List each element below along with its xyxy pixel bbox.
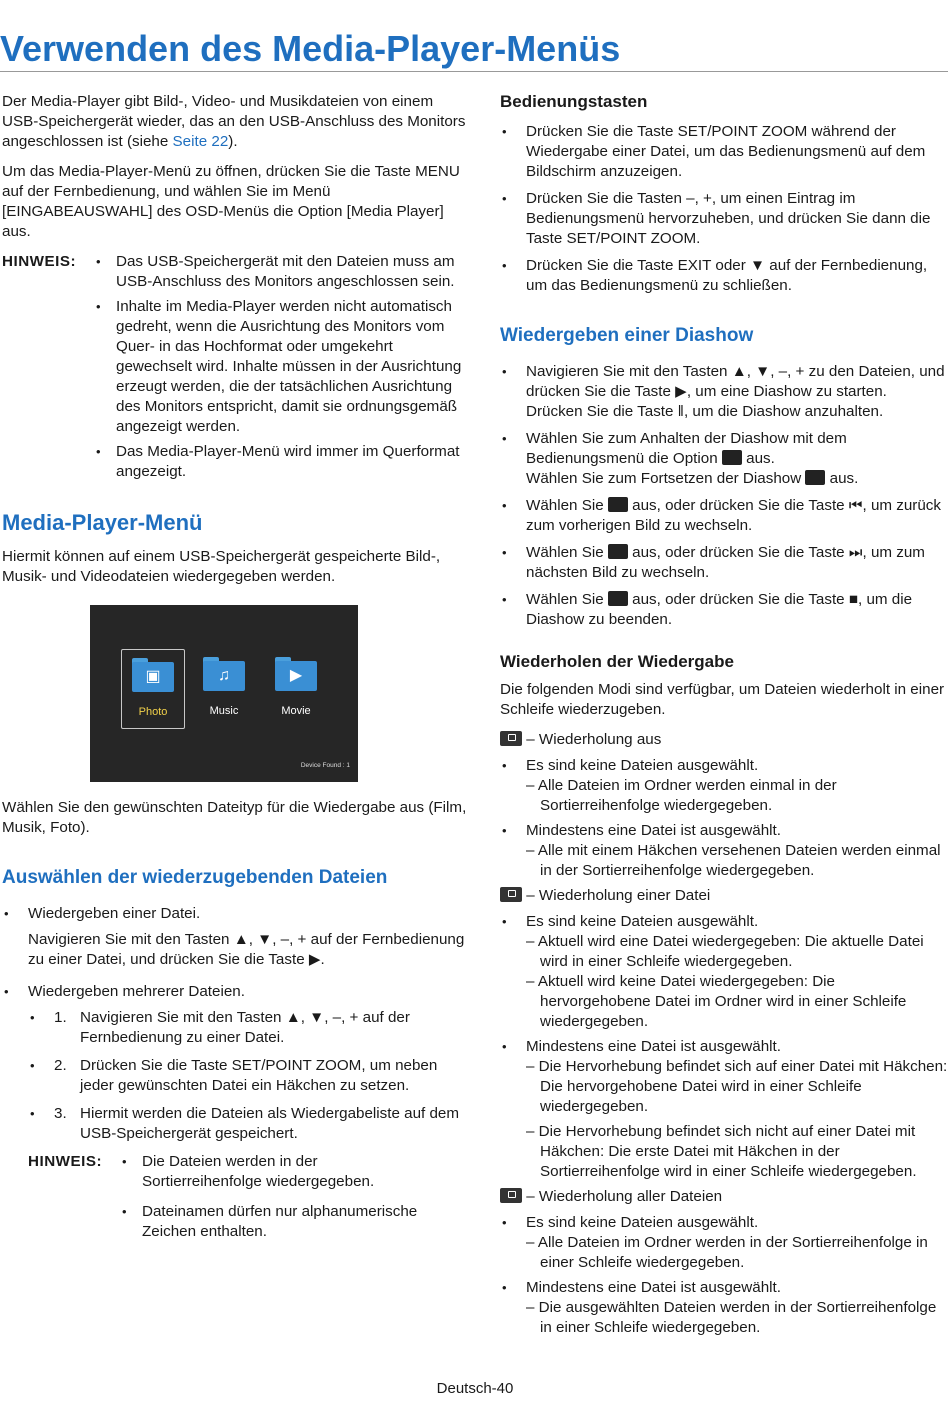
steps-list bbox=[28, 1008, 472, 1144]
note-list bbox=[120, 1152, 440, 1247]
note-block-2 bbox=[2, 1152, 472, 1247]
list-item: • Es sind keine Dateien ausgewählt. – Alle Dateien im Ordner werden in der Sortierreihenfolge in einer Schleife wiedergegeben. bbox=[500, 1213, 948, 1273]
repeat-off-mode: – Wiederholung aus bbox=[500, 730, 948, 750]
music-icon: ♫ bbox=[218, 667, 230, 684]
list-item: • Es sind keine Dateien ausgewählt. – Alle Dateien im Ordner werden einmal in der Sortierreihenfolge wiedergegeben. bbox=[500, 756, 948, 816]
list-item: • Mindestens eine Datei ist ausgewählt. – Die Hervorhebung befindet sich auf einer Datei mit Häkchen: Die hervorgehobene Datei wird in einer Schleife wiedergegeben. – Die Hervorhebung befindet sich nicht auf einer Datei mit Häkchen: Die erste Datei mit Häkchen in der Sortierreihenfolge wird in einer Schleife wiedergegeben. bbox=[500, 1037, 948, 1182]
list-item: • Drücken Sie die Taste SET/POINT ZOOM während der Wiedergabe einer Datei, um das Bedienungsmenü auf dem Bildschirm anzuzeigen. bbox=[500, 122, 948, 182]
play-icon bbox=[805, 470, 825, 485]
left-column bbox=[2, 92, 472, 1247]
list-item: • Es sind keine Dateien ausgewählt. – Aktuell wird eine Datei wiedergegeben: Die aktuelle Datei wird in einer Schleife wiedergegeben. – Aktuell wird keine Datei wiedergegeben: Die hervorgehobene Datei im Ordner wird in einer Schleife wiedergegeben. bbox=[500, 912, 948, 1032]
list-item: • Wählen Sie zum Anhalten der Diashow mit dem Bedienungsmenü die Option aus. Wählen Sie zum Fortsetzen der Diashow aus. bbox=[500, 429, 948, 489]
files-list bbox=[2, 904, 472, 1144]
select-files-heading: Auswählen der wiederzugebenden Dateien bbox=[2, 867, 388, 888]
list-item: • Mindestens eine Datei ist ausgewählt. – Die ausgewählten Dateien werden in der Sortierreihenfolge in einer Schleife wiedergegeben. bbox=[500, 1278, 948, 1338]
movie-folder[interactable]: ▶ Movie bbox=[265, 649, 327, 721]
list-item: • Wiedergeben einer Datei. Navigieren Sie mit den Tasten ▲, ▼, –, + auf der Fernbedienung zu einer Datei, und drücken Sie die Taste ▶. bbox=[2, 904, 472, 970]
note-label: HINWEIS: bbox=[2, 253, 77, 270]
note-item: • Das USB-Speichergerät mit den Dateien muss am USB-Anschluss des Monitors angeschlossen sein. bbox=[94, 252, 472, 292]
list-item: • Wählen Sie aus, oder drücken Sie die Taste ⏮, um zurück zum vorherigen Bild zu wechseln. bbox=[500, 496, 948, 536]
select-type-text: Wählen Sie den gewünschten Dateityp für die Wiedergabe aus (Film, Musik, Foto). bbox=[2, 799, 467, 836]
repeat-off-list bbox=[500, 756, 948, 881]
menu-description: Hiermit können auf einem USB-Speichergerät gespeicherte Bild-, Musik- und Videodateien wiedergegeben werden. bbox=[2, 548, 441, 585]
note-item: • Inhalte im Media-Player werden nicht automatisch gedreht, wenn die Ausrichtung des Monitors vom Quer- in das Hochformat oder umgekehrt gewechselt wird. Inhalte müssen in der Ausrichtung erzeugt werden, die der tatsächlichen Ausrichtung des Monitors entspricht, damit sie ordnungsgemäß angezeigt werden. bbox=[94, 297, 472, 437]
note-list bbox=[94, 252, 472, 487]
note-block bbox=[2, 252, 472, 487]
photo-folder[interactable]: ▣ Photo bbox=[121, 649, 185, 729]
intro-paragraph-2: Um das Media-Player-Menü zu öffnen, drücken Sie die Taste MENU auf der Fernbedienung, und wählen Sie im Menü [EINGABEAUSWAHL] des OSD-Menüs die Option [Media Player] aus. bbox=[2, 163, 460, 240]
title-rule bbox=[0, 71, 948, 72]
step-item: • 2. Drücken Sie die Taste SET/POINT ZOOM, um neben jeder gewünschten Datei ein Häkchen zu setzen. bbox=[28, 1056, 472, 1096]
repeat-one-mode: – Wiederholung einer Datei bbox=[500, 886, 948, 906]
page-link[interactable]: Seite 22 bbox=[172, 133, 229, 150]
list-item: • Drücken Sie die Tasten –, +, um einen Eintrag im Bedienungsmenü hervorzuheben, und drücken Sie dann die Taste SET/POINT ZOOM. bbox=[500, 189, 948, 249]
list-item: • Drücken Sie die Taste EXIT oder ▼ auf der Fernbedienung, um das Bedienungsmenü zu schließen. bbox=[500, 256, 948, 296]
next-icon bbox=[608, 544, 628, 559]
page-footer: Deutsch-40 bbox=[436, 1380, 514, 1397]
list-item: • Wählen Sie aus, oder drücken Sie die Taste ⏭, um zum nächsten Bild zu wechseln. bbox=[500, 543, 948, 583]
step-item: • 1. Navigieren Sie mit den Tasten ▲, ▼, –, + auf der Fernbedienung zu einer Datei. bbox=[28, 1008, 472, 1048]
list-item: • Navigieren Sie mit den Tasten ▲, ▼, –, + zu den Dateien, und drücken Sie die Taste ▶, um eine Diashow zu starten. Drücken Sie die Taste ‖, um die Diashow anzuhalten. bbox=[500, 362, 948, 422]
slideshow-list bbox=[500, 362, 948, 630]
repeat-off-icon bbox=[500, 731, 522, 746]
media-player-screenshot bbox=[90, 605, 358, 782]
pause-icon bbox=[722, 450, 742, 465]
page-title: Verwenden des Media-Player-Menüs bbox=[0, 28, 621, 69]
repeat-all-mode: – Wiederholung aller Dateien bbox=[500, 1187, 948, 1207]
controls-heading: Bedienungstasten bbox=[500, 92, 648, 111]
step-item: • 3. Hiermit werden die Dateien als Wiedergabeliste auf dem USB-Speichergerät gespeichert. bbox=[28, 1104, 472, 1144]
slideshow-heading: Wiedergeben einer Diashow bbox=[500, 325, 754, 346]
controls-list bbox=[500, 122, 948, 296]
note-item: • Das Media-Player-Menü wird immer im Querformat angezeigt. bbox=[94, 442, 472, 482]
repeat-description: Die folgenden Modi sind verfügbar, um Dateien wiederholt in einer Schleife wiederzugeben. bbox=[500, 681, 945, 718]
list-item: • Mindestens eine Datei ist ausgewählt. – Alle mit einem Häkchen versehenen Dateien werden einmal in der Sortierreihenfolge wiedergegeben. bbox=[500, 821, 948, 881]
repeat-heading: Wiederholen der Wiedergabe bbox=[500, 652, 734, 671]
movie-icon: ▶ bbox=[289, 667, 303, 684]
note-item: • Dateinamen dürfen nur alphanumerische Zeichen enthalten. bbox=[120, 1202, 440, 1242]
note-label: HINWEIS: bbox=[28, 1153, 103, 1170]
music-folder[interactable]: ♫ Music bbox=[193, 649, 255, 721]
repeat-all-icon bbox=[500, 1188, 522, 1203]
repeat-one-list bbox=[500, 912, 948, 1182]
repeat-all-list bbox=[500, 1213, 948, 1338]
right-column bbox=[500, 92, 948, 1343]
media-player-menu-heading: Media-Player-Menü bbox=[2, 510, 203, 535]
note-item: • Die Dateien werden in der Sortierreihenfolge wiedergegeben. bbox=[120, 1152, 440, 1192]
repeat-one-icon bbox=[500, 887, 522, 902]
list-item: • Wählen Sie aus, oder drücken Sie die Taste ■, um die Diashow zu beenden. bbox=[500, 590, 948, 630]
photo-icon: ▣ bbox=[145, 668, 161, 685]
list-item: • Wiedergeben mehrerer Dateien. • 1. Navigieren Sie mit den Tasten ▲, ▼, –, + auf der Fernbedienung zu einer Datei. • 2. Drücken Sie die Taste SET/POINT ZOOM, um neben jeder gewünschten Datei ein Häkchen zu setzen. • 3. Hiermit werden die Dateien als Wiedergabeliste auf dem USB-Speichergerät gespeichert. bbox=[2, 982, 472, 1144]
previous-icon bbox=[608, 497, 628, 512]
stop-icon bbox=[608, 591, 628, 606]
intro-paragraph-1: Der Media-Player gibt Bild-, Video- und Musikdateien von einem USB-Speichergerät wieder, das an den USB-Anschluss des Monitors angeschlossen ist (siehe Seite 22). bbox=[2, 93, 466, 150]
device-found-label: Device Found : 1 bbox=[300, 762, 350, 769]
